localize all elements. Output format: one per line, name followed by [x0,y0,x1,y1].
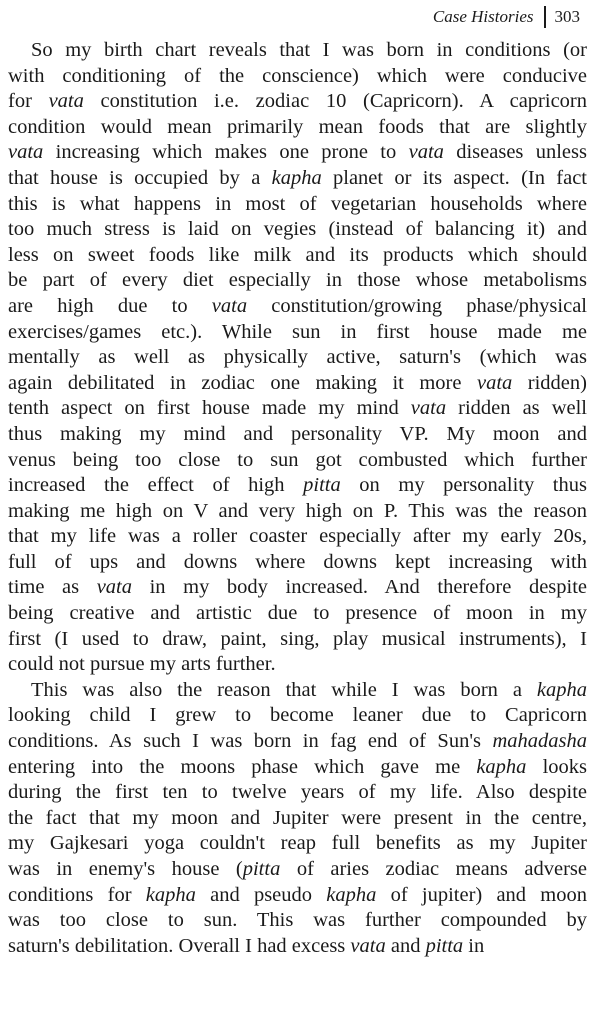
text-line: conditions for kapha and pseudo kapha of jupiter) and moon [8,883,587,906]
text-line: condition would mean primarily mean foods that are slightly [8,115,587,138]
text-line: So my birth chart reveals that I was born in conditions (or [31,39,587,61]
text-line: during the first ten to twelve years of my life. Also despite [8,781,587,804]
text-line: saturn's debilitation. Overall I had excess vata and pitta in [8,934,485,957]
text-line: with conditioning of the conscience) which were conducive [8,64,587,87]
text-line: first (I used to draw, paint, sing, play musical instruments), I [8,627,587,650]
body-text [8,38,587,959]
text-line: time as vata in my body increased. And therefore despite [8,576,588,599]
text-line: This was also the reason that while I was born a kapha [31,678,587,701]
text-line: too much stress is laid on vegies (instead of balancing it) and [8,218,587,241]
header-divider [544,6,546,28]
text-line: was too close to sun. This was further compounded by [8,909,587,932]
text-line: venus being too close to sun got combusted which further [8,448,587,471]
text-line: the fact that my moon and Jupiter were present in the centre, [8,806,587,829]
text-line: vata increasing which makes one prone to vata diseases unless [8,141,587,164]
text-line: mentally as well as physically active, saturn's (which was [8,346,587,369]
text-line: be part of every diet especially in those whose metabolisms [8,269,587,292]
text-line: are high due to vata constitution/growing phase/physical [8,294,587,317]
text-line: tenth aspect on first house made my mind vata ridden as well [8,397,587,420]
text-line: making me high on V and very high on P. This was the reason [8,499,587,522]
text-line: full of ups and downs where downs kept increasing with [8,550,587,573]
text-line: increased the effect of high pitta on my personality thus [8,474,587,497]
text-line: my Gajkesari yoga couldn't reap full benefits as my Jupiter [8,832,587,855]
text-line: looking child I grew to become leaner due to Capricorn [8,704,587,727]
text-line: less on sweet foods like milk and its products which should [8,243,587,266]
text-line: exercises/games etc.). While sun in first house made me [8,320,587,343]
text-line: could not pursue my arts further. [8,653,276,676]
text-line: entering into the moons phase which gave me kapha looks [8,755,587,778]
text-line: thus making my mind and personality VP. My moon and [8,422,587,445]
paragraph [8,678,587,960]
text-line: being creative and artistic due to presence of moon in my [8,602,587,625]
text-line: that house is occupied by a kapha planet or its aspect. (In fact [8,166,587,189]
page-number: 303 [554,7,580,26]
section-title: Case Histories [432,7,534,26]
running-header [433,6,580,28]
text-line: for vata constitution i.e. zodiac 10 (Capricorn). A capricorn [8,90,587,113]
paragraph [8,38,587,678]
text-line: this is what happens in most of vegetarian households where [8,192,587,215]
text-line: was in enemy's house (pitta of aries zodiac means adverse [8,858,587,880]
text-line: conditions. As such I was born in fag end of Sun's mahadasha [8,730,587,753]
text-line: that my life was a roller coaster especially after my early 20s, [8,525,587,548]
text-line: again debilitated in zodiac one making it more vata ridden) [8,371,587,394]
